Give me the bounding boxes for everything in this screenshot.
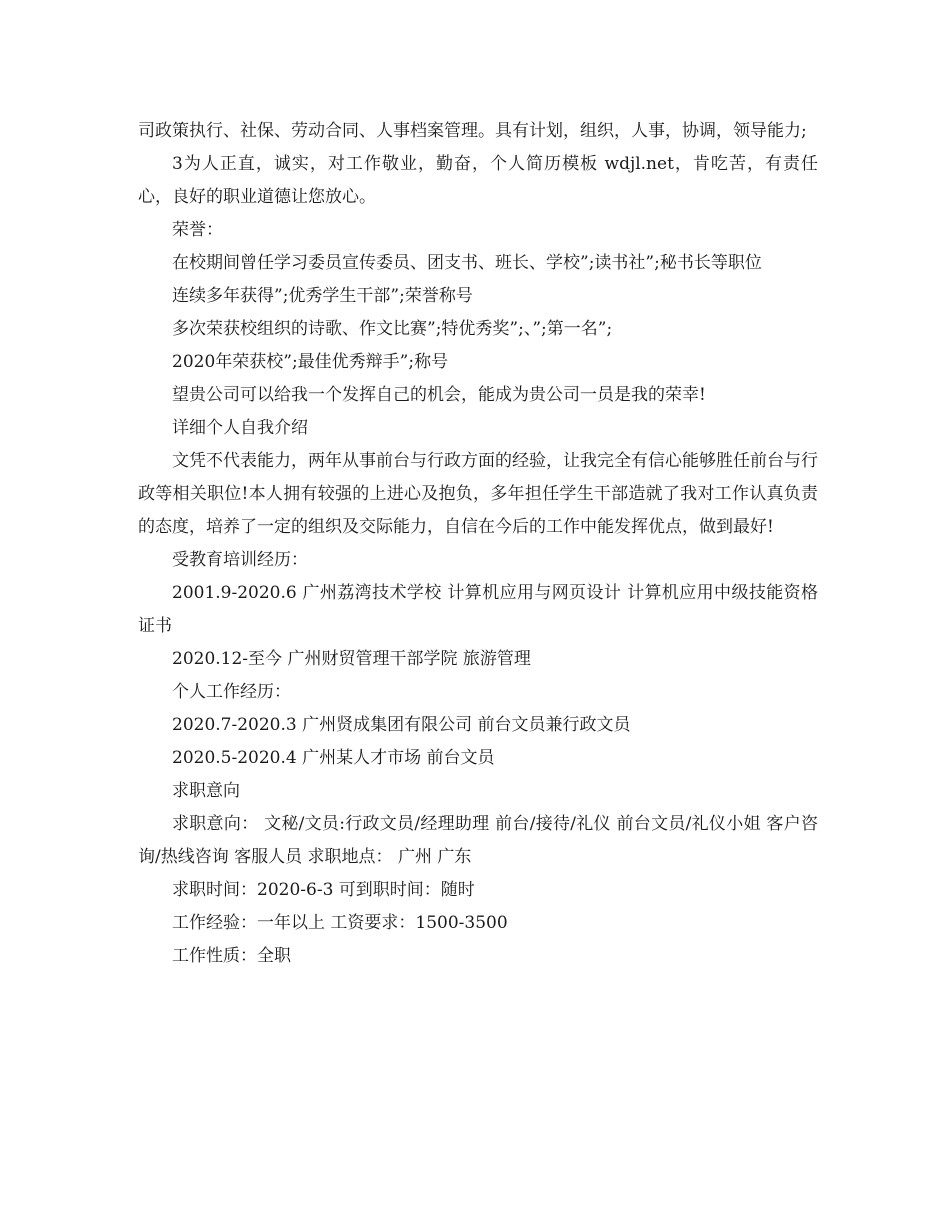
heading-job-intention: 求职意向	[172, 781, 240, 801]
paragraph-job-time: 求职时间：2020-6-3 可到职时间：随时	[172, 880, 475, 900]
paragraph-personal-traits: 3为人正直，诚实，对工作敬业，勤奋，个人简历模板 wdjl.net，肯吃苦，有责任心，良好的职业道德让您放心。	[138, 154, 818, 207]
paragraph-experience-salary: 工作经验：一年以上 工资要求：1500-3500	[172, 913, 508, 933]
work-item: 2020.5-2020.4 广州某人才市场 前台文员	[172, 748, 495, 768]
paragraph-job-intention: 求职意向： 文秘/文员:行政文员/经理助理 前台/接待/礼仪 前台文员/礼仪小姐 客户咨询/热线咨询 客服人员 求职地点： 广州 广东	[138, 814, 818, 867]
paragraph-hope: 望贵公司可以给我一个发挥自己的机会，能成为贵公司一员是我的荣幸!	[172, 385, 706, 405]
paragraph-honor-debater: 2020年荣获校”;最佳优秀辩手”;称号	[172, 352, 449, 372]
paragraph-duties-continued: 司政策执行、社保、劳动合同、人事档案管理。具有计划，组织，人事，协调，领导能力;	[138, 121, 807, 141]
paragraph-self-introduction: 文凭不代表能力，两年从事前台与行政方面的经验，让我完全有信心能够胜任前台与行政等相关职位!本人拥有较强的上进心及抱负，多年担任学生干部造就了我对工作认真负责的态度，培养了一定的组织及交际能力，自信在今后的工作中能发挥优点，做到最好!	[138, 451, 818, 537]
education-item: 2001.9-2020.6 广州荔湾技术学校 计算机应用与网页设计 计算机应用中级技能资格证书	[138, 583, 818, 636]
heading-self-introduction: 详细个人自我介绍	[172, 418, 308, 438]
document-body	[138, 115, 818, 973]
heading-work-experience: 个人工作经历：	[172, 682, 291, 702]
heading-honors: 荣誉：	[172, 220, 223, 240]
paragraph-job-type: 工作性质：全职	[172, 946, 291, 966]
education-item: 2020.12-至今 广州财贸管理干部学院 旅游管理	[172, 649, 531, 669]
work-item: 2020.7-2020.3 广州贤成集团有限公司 前台文员兼行政文员	[172, 715, 631, 735]
paragraph-honor-positions: 在校期间曾任学习委员宣传委员、团支书、班长、学校”;读书社”;秘书长等职位	[172, 253, 762, 273]
paragraph-honor-contest: 多次荣获校组织的诗歌、作文比赛”;特优秀奖”;、”;第一名”;	[172, 319, 613, 339]
paragraph-honor-cadre: 连续多年获得”;优秀学生干部”;荣誉称号	[172, 286, 473, 306]
heading-education: 受教育培训经历：	[172, 550, 308, 570]
